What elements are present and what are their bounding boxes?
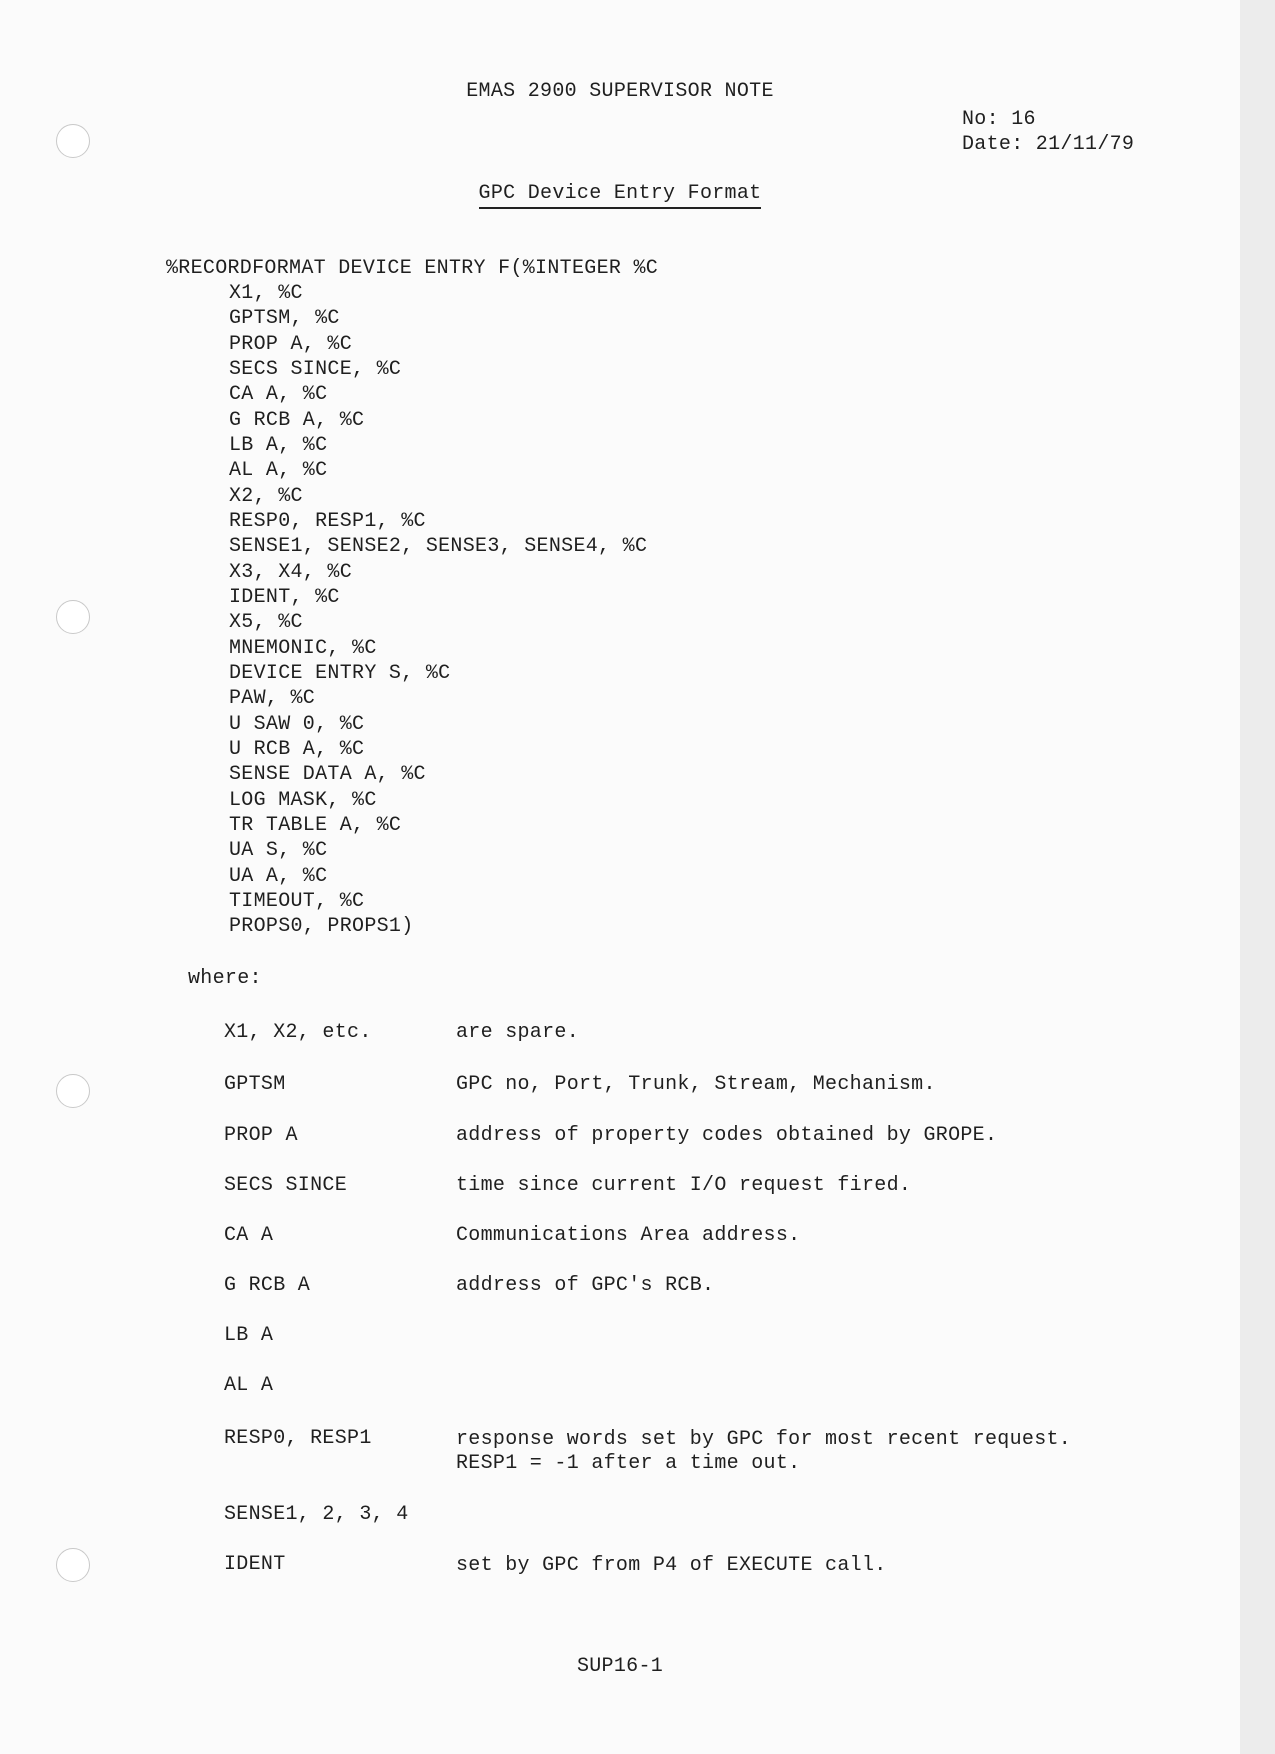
note-date: Date: 21/11/79 bbox=[962, 133, 1135, 156]
code-line: G RCB A, %C bbox=[229, 409, 365, 432]
definition-term: IDENT bbox=[224, 1553, 286, 1576]
code-line: LOG MASK, %C bbox=[229, 789, 377, 812]
code-line: AL A, %C bbox=[229, 459, 328, 482]
definition-term: G RCB A bbox=[224, 1274, 311, 1297]
definition-desc: address of GPC's RCB. bbox=[456, 1274, 715, 1297]
code-line: RESP0, RESP1, %C bbox=[229, 510, 426, 533]
note-number: No: 16 bbox=[962, 108, 1036, 131]
code-line: PAW, %C bbox=[229, 687, 316, 710]
code-line: SENSE DATA A, %C bbox=[229, 763, 426, 786]
code-line: X3, X4, %C bbox=[229, 561, 353, 584]
definition-desc: address of property codes obtained by GROPE. bbox=[456, 1124, 998, 1147]
definition-desc: Communications Area address. bbox=[456, 1224, 801, 1247]
code-line: X2, %C bbox=[229, 485, 303, 508]
section-heading-text: GPC Device Entry Format bbox=[479, 182, 762, 209]
punch-hole bbox=[56, 600, 90, 634]
document-title: EMAS 2900 SUPERVISOR NOTE bbox=[466, 80, 774, 103]
code-line: UA A, %C bbox=[229, 865, 328, 888]
definition-term: LB A bbox=[224, 1324, 274, 1347]
definition-desc: are spare. bbox=[456, 1021, 580, 1044]
punch-hole bbox=[56, 1548, 90, 1582]
definition-term: PROP A bbox=[224, 1124, 298, 1147]
code-line: U RCB A, %C bbox=[229, 738, 365, 761]
definition-term: GPTSM bbox=[224, 1073, 286, 1096]
definition-term: SENSE1, 2, 3, 4 bbox=[224, 1503, 409, 1526]
definition-term: AL A bbox=[224, 1374, 274, 1397]
code-line: PROP A, %C bbox=[229, 333, 353, 356]
code-line: PROPS0, PROPS1) bbox=[229, 915, 414, 938]
code-line: TR TABLE A, %C bbox=[229, 814, 402, 837]
code-line: SECS SINCE, %C bbox=[229, 358, 402, 381]
code-line: %RECORDFORMAT DEVICE ENTRY F(%INTEGER %C bbox=[166, 257, 659, 280]
punch-hole bbox=[56, 1074, 90, 1108]
code-line: SENSE1, SENSE2, SENSE3, SENSE4, %C bbox=[229, 535, 648, 558]
definition-desc: set by GPC from P4 of EXECUTE call. bbox=[456, 1554, 887, 1577]
code-line: TIMEOUT, %C bbox=[229, 890, 365, 913]
definition-term: SECS SINCE bbox=[224, 1174, 348, 1197]
code-line: DEVICE ENTRY S, %C bbox=[229, 662, 451, 685]
code-line: CA A, %C bbox=[229, 383, 328, 406]
definition-term: X1, X2, etc. bbox=[224, 1021, 372, 1044]
punch-hole bbox=[56, 124, 90, 158]
code-line: X5, %C bbox=[229, 611, 303, 634]
definition-desc: RESP1 = -1 after a time out. bbox=[456, 1452, 801, 1475]
section-heading bbox=[0, 182, 1240, 206]
where-label: where: bbox=[188, 967, 262, 990]
page-footer: SUP16-1 bbox=[576, 1655, 664, 1678]
code-line: UA S, %C bbox=[229, 839, 328, 862]
definition-desc: response words set by GPC for most recent request. bbox=[456, 1428, 1072, 1451]
definition-term: RESP0, RESP1 bbox=[224, 1427, 372, 1450]
code-line: GPTSM, %C bbox=[229, 307, 340, 330]
definition-desc: GPC no, Port, Trunk, Stream, Mechanism. bbox=[456, 1073, 936, 1096]
definition-desc: time since current I/O request fired. bbox=[456, 1174, 912, 1197]
scanner-background bbox=[1240, 0, 1275, 1754]
code-line: IDENT, %C bbox=[229, 586, 340, 609]
code-line: X1, %C bbox=[229, 282, 303, 305]
code-line: LB A, %C bbox=[229, 434, 328, 457]
code-line: MNEMONIC, %C bbox=[229, 637, 377, 660]
code-line: U SAW 0, %C bbox=[229, 713, 365, 736]
definition-term: CA A bbox=[224, 1224, 274, 1247]
